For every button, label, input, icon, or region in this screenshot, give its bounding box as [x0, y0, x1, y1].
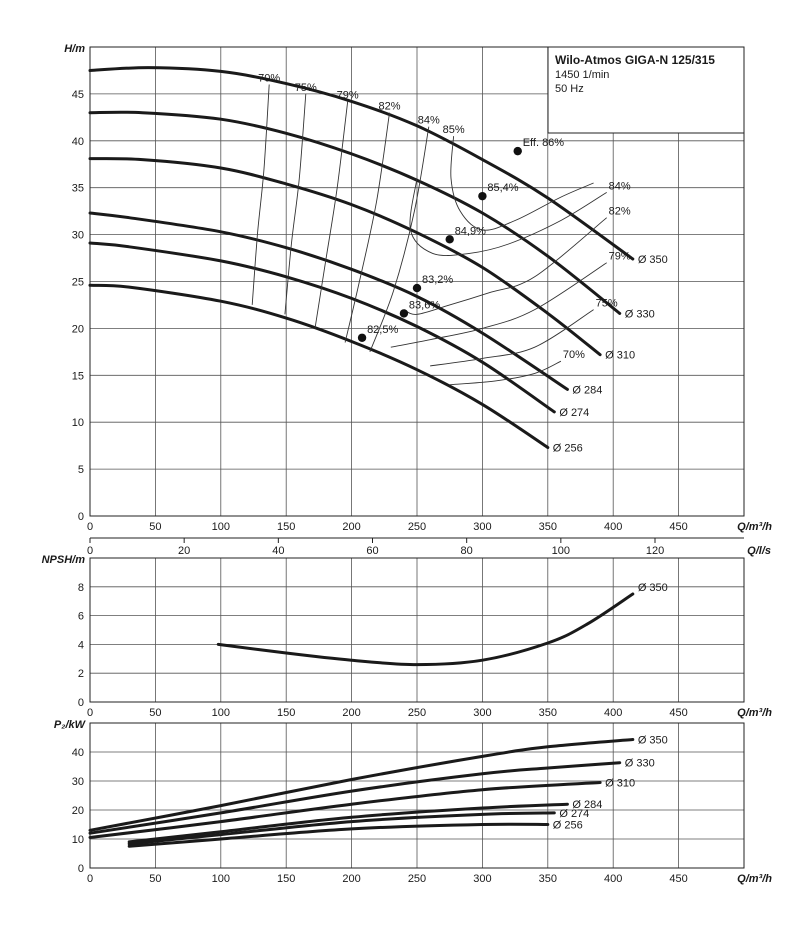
- y-tick-label: 4: [77, 639, 84, 652]
- best-efficiency-point: [514, 147, 522, 155]
- y-tick-label: 5: [77, 464, 84, 477]
- best-efficiency-label: 84,9%: [454, 225, 486, 238]
- series-label: Ø 274: [559, 406, 590, 419]
- efficiency-contour-label: 82%: [378, 100, 401, 113]
- x-tick-label: 150: [277, 707, 296, 719]
- efficiency-contour-label: 84%: [608, 180, 631, 193]
- l-per-s-tick-label: 60: [366, 545, 379, 557]
- y-axis-label: H/m: [64, 43, 85, 55]
- pump-speed: 1450 1/min: [555, 69, 610, 81]
- y-tick-label: 0: [77, 511, 84, 523]
- npsh-panel: [42, 554, 773, 719]
- series-label: Ø 350: [637, 734, 668, 747]
- series-label: Ø 330: [624, 757, 655, 770]
- x-tick-label: 300: [473, 873, 492, 885]
- x-tick-label: 350: [538, 873, 557, 885]
- pump-frequency: 50 Hz: [555, 83, 584, 95]
- series-label: Ø 350: [637, 582, 668, 594]
- x-tick-label: 50: [149, 707, 162, 719]
- series-line: [218, 594, 633, 665]
- flow-l-per-s-axis: [87, 538, 771, 557]
- efficiency-contour-label: 79%: [336, 89, 359, 102]
- y-tick-label: 15: [71, 370, 84, 383]
- series-label: Ø 310: [605, 777, 636, 790]
- x-tick-label: 100: [211, 521, 230, 533]
- y-tick-label: 30: [71, 229, 84, 242]
- x-tick-label: 100: [211, 873, 230, 885]
- x-tick-label: 400: [604, 707, 623, 719]
- best-efficiency-label: 85,4%: [487, 182, 519, 195]
- l-per-s-tick-label: 20: [178, 545, 191, 557]
- best-efficiency-label: 83,6%: [408, 299, 441, 312]
- best-efficiency-point: [358, 334, 366, 342]
- series-label: Ø 310: [605, 349, 636, 362]
- y-tick-label: 8: [77, 581, 84, 594]
- x-tick-label: 450: [669, 873, 688, 885]
- efficiency-contour-label: 85%: [442, 124, 465, 137]
- x-tick-label: 200: [342, 873, 361, 885]
- x-tick-label: 350: [538, 521, 557, 533]
- best-efficiency-label: 83,2%: [422, 274, 454, 287]
- x-tick-label: 400: [604, 521, 623, 533]
- x-tick-label: 200: [342, 521, 361, 533]
- efficiency-contour-label: 75%: [294, 81, 317, 94]
- y-tick-label: 25: [71, 276, 84, 289]
- x-tick-label: 0: [86, 707, 94, 719]
- series-label: Ø 284: [572, 799, 603, 812]
- best-efficiency-point: [413, 284, 421, 292]
- series-label: Ø 330: [624, 308, 655, 321]
- power-panel: [54, 719, 772, 885]
- y-axis-label: NPSH/m: [41, 554, 85, 566]
- y-tick-label: 20: [71, 323, 84, 336]
- y-tick-label: 40: [71, 747, 84, 759]
- x-tick-label: 450: [669, 707, 688, 719]
- x-tick-label: 50: [149, 521, 162, 533]
- x-tick-label: 250: [407, 873, 427, 885]
- y-tick-label: 30: [71, 776, 84, 788]
- x-tick-label: 150: [277, 873, 296, 885]
- efficiency-contour-label: 84%: [417, 114, 440, 127]
- y-tick-label: 0: [77, 863, 84, 875]
- x-tick-label: 100: [211, 707, 230, 719]
- y-tick-label: 20: [71, 805, 84, 817]
- y-tick-label: 40: [71, 135, 84, 148]
- l-per-s-tick-label: 40: [272, 545, 285, 557]
- y-tick-label: 0: [77, 697, 84, 709]
- efficiency-contour-label: 70%: [258, 72, 281, 85]
- x-axis-label: Q/m³/h: [737, 873, 772, 885]
- series-line: [90, 285, 548, 447]
- best-efficiency-point: [478, 192, 486, 200]
- l-per-s-tick-label: 100: [551, 545, 571, 557]
- x-tick-label: 350: [538, 707, 557, 719]
- series-label: Ø 350: [637, 253, 668, 266]
- x-tick-label: 50: [149, 873, 162, 885]
- best-efficiency-label: 82,5%: [367, 323, 399, 336]
- l-per-s-tick-label: 120: [645, 545, 665, 557]
- y-tick-label: 45: [71, 88, 84, 101]
- x-axis-label: Q/m³/h: [737, 521, 772, 533]
- y-axis-label: P₂/kW: [53, 719, 85, 731]
- y-tick-label: 35: [71, 182, 84, 195]
- efficiency-contour-label: 82%: [608, 205, 631, 218]
- x-tick-label: 250: [407, 521, 427, 533]
- x-tick-label: 0: [86, 521, 94, 533]
- x-tick-label: 300: [473, 521, 492, 533]
- best-efficiency-point: [446, 235, 454, 243]
- x-tick-label: 400: [604, 873, 623, 885]
- l-per-s-axis-label: Q/l/s: [747, 545, 771, 557]
- x-tick-label: 300: [473, 707, 492, 719]
- x-tick-label: 450: [669, 521, 688, 533]
- efficiency-contour-label: 70%: [562, 349, 585, 362]
- l-per-s-tick-label: 0: [86, 545, 94, 557]
- series-label: Ø 256: [552, 819, 583, 832]
- series-label: Ø 284: [572, 384, 603, 397]
- x-axis-label: Q/m³/h: [737, 707, 772, 719]
- series-line: [90, 213, 567, 389]
- l-per-s-tick-label: 80: [460, 545, 473, 557]
- y-tick-label: 6: [77, 610, 84, 623]
- x-tick-label: 250: [407, 707, 427, 719]
- y-tick-label: 10: [71, 417, 84, 430]
- y-tick-label: 10: [71, 834, 84, 846]
- series-label: Ø 274: [559, 807, 590, 820]
- x-tick-label: 0: [86, 873, 94, 885]
- efficiency-contour-label: 79%: [608, 250, 631, 263]
- series-label: Ø 256: [552, 442, 583, 455]
- best-efficiency-point: [400, 309, 408, 317]
- pump-model-title: Wilo-Atmos GIGA-N 125/315: [555, 53, 715, 67]
- best-efficiency-label: Eff. 86%: [522, 137, 565, 150]
- x-tick-label: 200: [342, 707, 361, 719]
- info-box: [548, 47, 744, 133]
- y-tick-label: 2: [77, 668, 84, 681]
- x-tick-label: 150: [277, 521, 296, 533]
- efficiency-contour-label: 75%: [595, 297, 618, 310]
